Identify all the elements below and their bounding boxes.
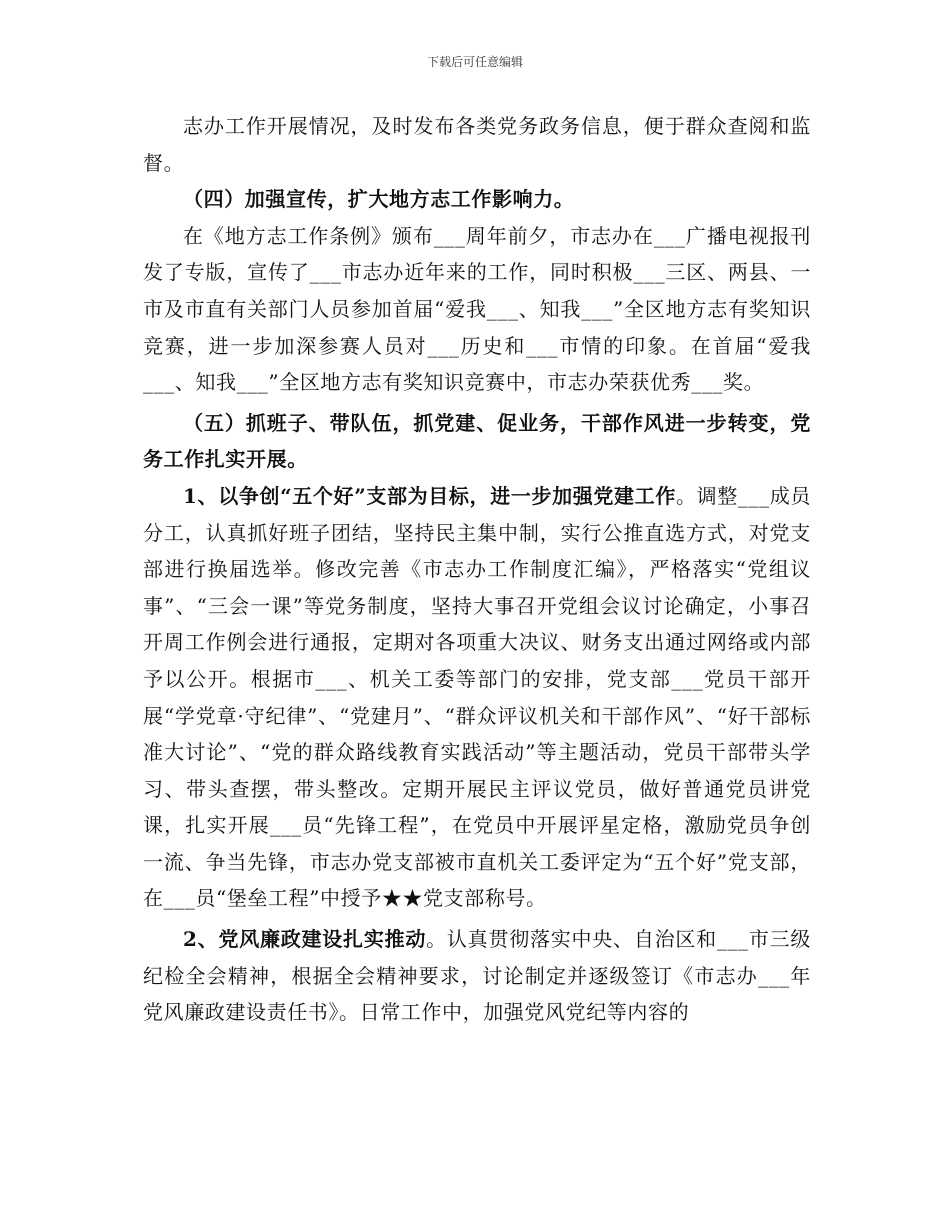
paragraph-continuation: 志办工作开展情况，及时发布各类党务政务信息，便于群众查阅和监督。 bbox=[143, 114, 811, 175]
item-2-lead: 2、党风廉政建设扎实推动 bbox=[183, 927, 427, 952]
document-body bbox=[143, 108, 811, 1031]
item-1-body: 。调整___成员分工，认真抓好班子团结，坚持民主集中制，实行公推直选方式，对党支部进行换届选举。修改完善《市志办工作制度汇编》，严格落实“党组议事”、“三会一课”等党务制度，坚持大事召开党组会议讨论确定，小事召开周工作例会进行通报，定期对各项重大决议、财务支出通过网络或内部予以公开。根据市___、机关工委等部门的安排，党支部___党员干部开展“学党章·守纪律”、“党建月”、“群众评议机关和干部作风”、“好干部标准大讨论”、“党的群众路线教育实践活动”等主题活动，党员干部带头学习、带头查摆，带头整改。定期开展民主评议党员，做好普通党员讲党课，扎实开展___员“先锋工程”，在党员中开展评星定格，激励党员争创一流、争当先锋，市志办党支部被市直机关工委评定为“五个好”党支部，在___员“堡垒工程”中授予★★党支部称号。 bbox=[143, 483, 811, 911]
item-1-lead: 1、以争创“五个好”支部为目标，进一步加强党建工作 bbox=[183, 483, 676, 508]
section-heading-4: （四）加强宣传，扩大地方志工作影响力。 bbox=[183, 187, 575, 212]
paragraph-party-building bbox=[143, 478, 811, 917]
paragraph-integrity bbox=[143, 921, 811, 1031]
download-note: 下载后可任意编辑 bbox=[426, 55, 523, 69]
section-heading-5: （五）抓班子、带队伍，抓党建、促业务，干部作风进一步转变，党务工作扎实开展。 bbox=[143, 410, 811, 472]
paragraph-publicity: 在《地方志工作条例》颁布___周年前夕，市志办在___广播电视报刊发了专版，宣传了___市志办近年来的工作，同时积极___三区、两县、一市及市直有关部门人员参加首届“爱我___、知我___”全区地方志有奖知识竞赛，进一步加深参赛人员对___历史和___市情的印象。在首届“爱我___、知我___”全区地方志有奖知识竞赛中，市志办荣获优秀___奖。 bbox=[143, 223, 811, 395]
item-2-body: 。认真贯彻落实中央、自治区和___市三级纪检全会精神，根据全会精神要求，讨论制定并逐级签订《市志办___年党风廉政建设责任书》。日常工作中，加强党风党纪等内容的 bbox=[143, 927, 811, 1025]
